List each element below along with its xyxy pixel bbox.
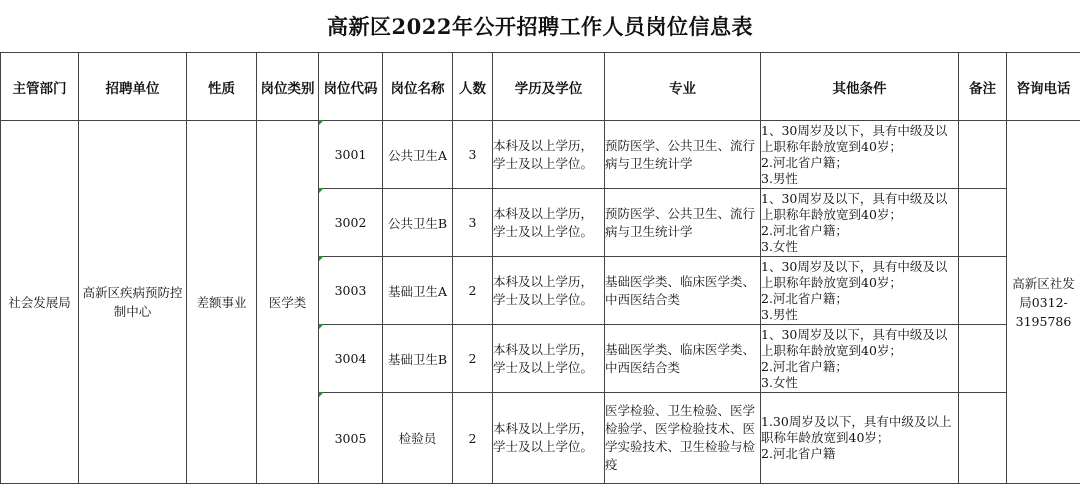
conditions-cell [761, 325, 959, 393]
count-cell: 3 [453, 189, 493, 257]
education-cell: 本科及以上学历，学士及以上学位。 [493, 325, 605, 393]
table-row [1, 121, 1080, 189]
header-remark: 备注 [959, 53, 1007, 121]
condition-line: 1、30周岁及以下，具有中级及以上职称年龄放宽到40岁； [761, 191, 958, 223]
header-contact: 咨询电话 [1007, 53, 1080, 121]
header-code: 岗位代码 [319, 53, 383, 121]
header-major: 专业 [605, 53, 761, 121]
major-cell: 基础医学类、临床医学类、中西医结合类 [605, 325, 761, 393]
education-cell: 本科及以上学历，学士及以上学位。 [493, 189, 605, 257]
count-cell: 3 [453, 121, 493, 189]
page-title: 高新区2022年公开招聘工作人员岗位信息表 [0, 0, 1080, 53]
major-cell: 基础医学类、临床医学类、中西医结合类 [605, 257, 761, 325]
header-dept: 主管部门 [1, 53, 79, 121]
condition-line: 1、30周岁及以下，具有中级及以上职称年龄放宽到40岁； [761, 327, 958, 359]
category-cell: 医学类 [257, 121, 319, 484]
cell-marker-icon [319, 120, 324, 125]
code-cell: 3005 [319, 393, 383, 484]
conditions-cell [761, 257, 959, 325]
nature-cell: 差额事业 [187, 121, 257, 484]
dept-cell: 社会发展局 [1, 121, 79, 484]
header-unit: 招聘单位 [79, 53, 187, 121]
conditions-cell [761, 393, 959, 484]
header-conditions: 其他条件 [761, 53, 959, 121]
code-cell: 3003 [319, 257, 383, 325]
major-cell: 预防医学、公共卫生、流行病与卫生统计学 [605, 121, 761, 189]
education-cell: 本科及以上学历，学士及以上学位。 [493, 121, 605, 189]
count-cell: 2 [453, 393, 493, 484]
contact-cell: 高新区社发局0312-3195786 [1007, 121, 1080, 484]
header-name: 岗位名称 [383, 53, 453, 121]
conditions-cell [761, 189, 959, 257]
condition-line: 2.河北省户籍 [761, 446, 958, 462]
code-cell: 3002 [319, 189, 383, 257]
major-cell: 预防医学、公共卫生、流行病与卫生统计学 [605, 189, 761, 257]
code-cell: 3001 [319, 121, 383, 189]
header-education: 学历及学位 [493, 53, 605, 121]
education-cell: 本科及以上学历，学士及以上学位。 [493, 257, 605, 325]
header-category: 岗位类别 [257, 53, 319, 121]
header-count: 人数 [453, 53, 493, 121]
position-name-cell: 公共卫生B [383, 189, 453, 257]
condition-line: 1.30周岁及以下，具有中级及以上职称年龄放宽到40岁； [761, 414, 958, 446]
cell-marker-icon [319, 324, 324, 329]
remark-cell [959, 257, 1007, 325]
condition-line: 2.河北省户籍； [761, 155, 958, 171]
condition-line: 2.河北省户籍； [761, 291, 958, 307]
table-header-row [1, 53, 1080, 121]
position-name-cell: 公共卫生A [383, 121, 453, 189]
major-cell: 医学检验、卫生检验、医学检验学、医学检验技术、医学实验技术、卫生检验与检疫 [605, 393, 761, 484]
code-cell: 3004 [319, 325, 383, 393]
count-cell: 2 [453, 257, 493, 325]
condition-line: 2.河北省户籍； [761, 223, 958, 239]
positions-table [0, 52, 1080, 484]
remark-cell [959, 121, 1007, 189]
condition-line: 1、30周岁及以下，具有中级及以上职称年龄放宽到40岁； [761, 123, 958, 155]
condition-line: 3.男性 [761, 307, 958, 323]
condition-line: 3.女性 [761, 375, 958, 391]
cell-marker-icon [319, 188, 324, 193]
count-cell: 2 [453, 325, 493, 393]
condition-line: 3.男性 [761, 171, 958, 187]
header-nature: 性质 [187, 53, 257, 121]
unit-cell: 高新区疾病预防控制中心 [79, 121, 187, 484]
position-name-cell: 基础卫生A [383, 257, 453, 325]
education-cell: 本科及以上学历，学士及以上学位。 [493, 393, 605, 484]
conditions-cell [761, 121, 959, 189]
remark-cell [959, 189, 1007, 257]
cell-marker-icon [319, 256, 324, 261]
remark-cell [959, 393, 1007, 484]
condition-line: 1、30周岁及以下，具有中级及以上职称年龄放宽到40岁； [761, 259, 958, 291]
position-name-cell: 检验员 [383, 393, 453, 484]
condition-line: 3.女性 [761, 239, 958, 255]
position-name-cell: 基础卫生B [383, 325, 453, 393]
cell-marker-icon [319, 392, 324, 397]
condition-line: 2.河北省户籍； [761, 359, 958, 375]
remark-cell [959, 325, 1007, 393]
